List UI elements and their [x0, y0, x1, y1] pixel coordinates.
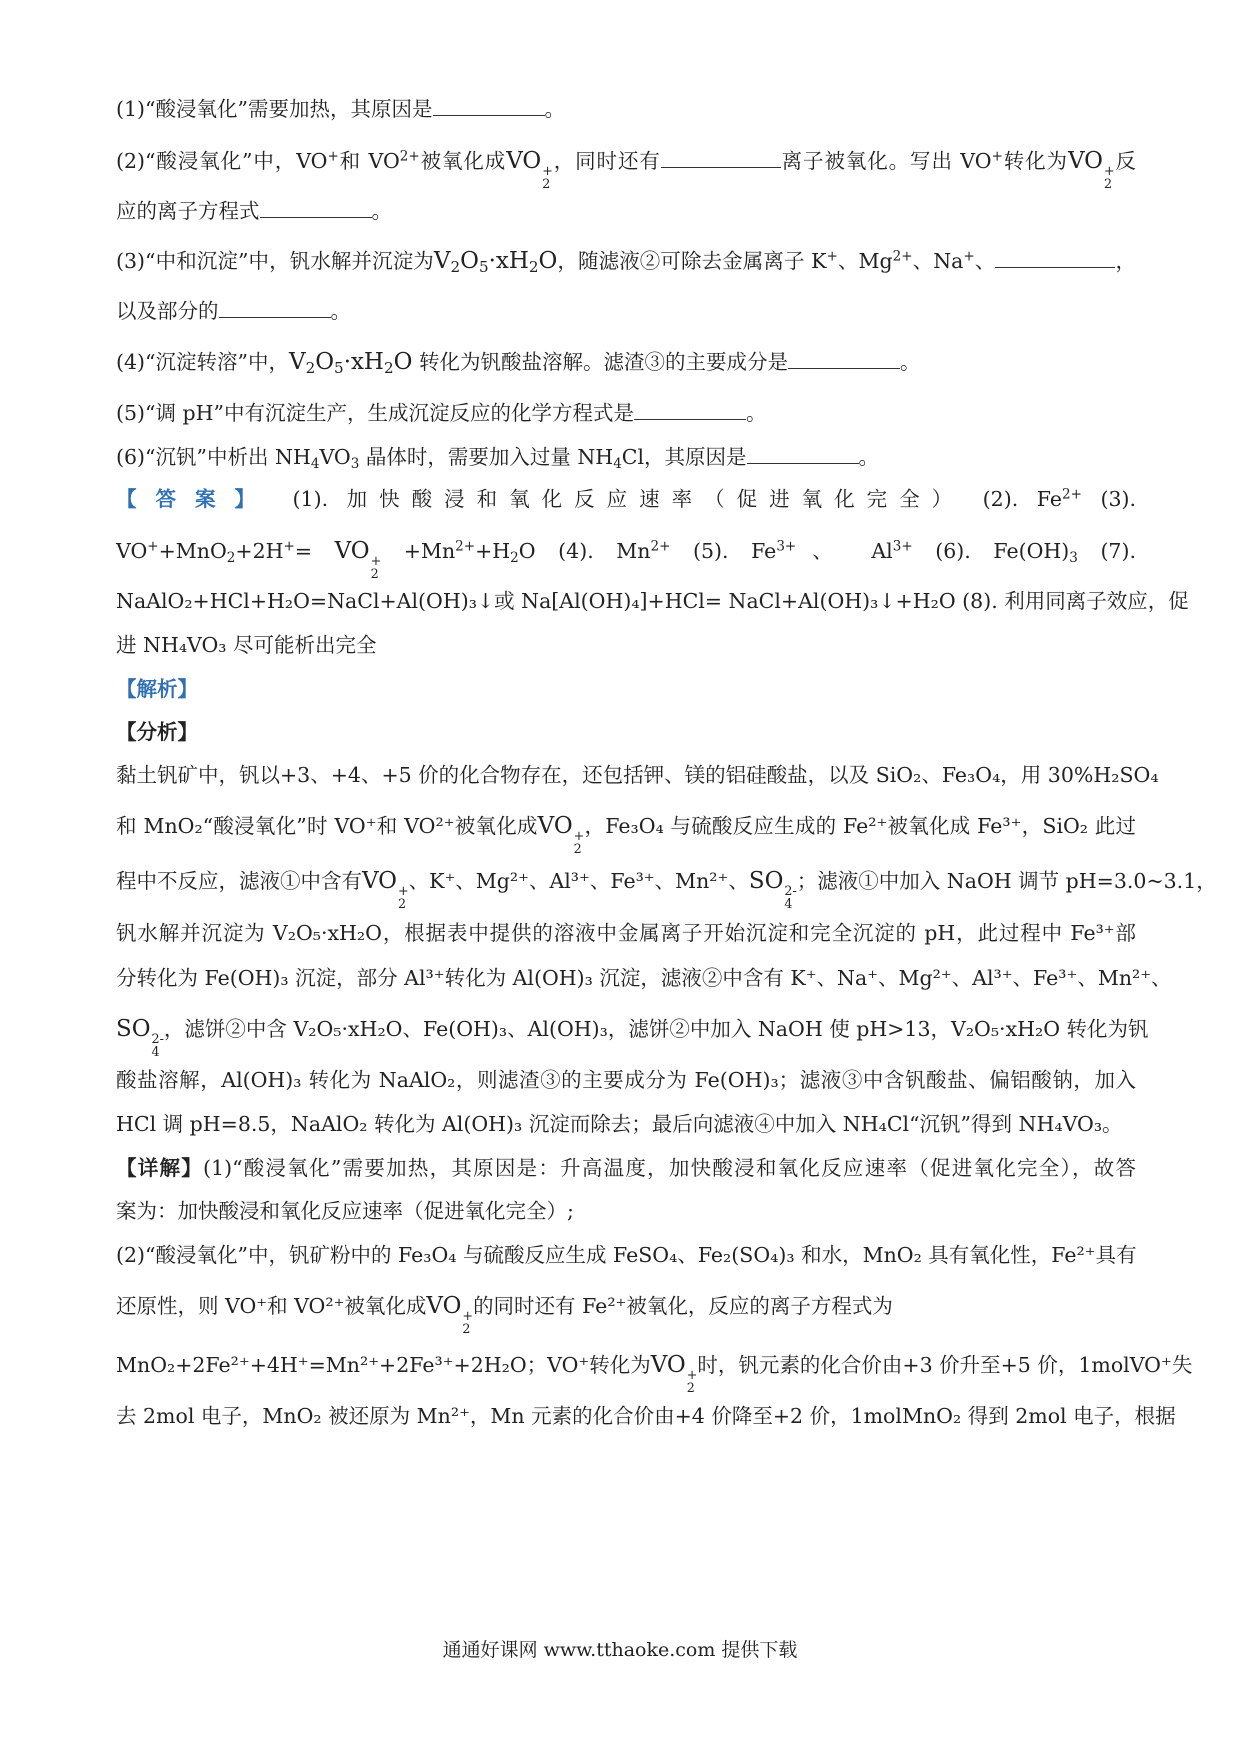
fenxi-line-6: SO 2- 4 ，滤饼②中含 V₂O₅·xH₂O、Fe(OH)₃、Al(OH)₃，滤饼②中加入 NaOH 使 pH>13，V₂O₅·xH₂O 转化为钒: [116, 1016, 1149, 1060]
fenxi-line-1: 黏土钒矿中，钒以+3、+4、+5 价的化合物存在，还包括钾、镁的铝硅酸盐，以及 SiO₂、Fe₃O₄，用 30%H₂SO₄: [116, 763, 1159, 787]
answer-blank: [634, 399, 746, 420]
question-6: (6)“沉钒”中析出 $NH_4VO_3$ 晶体时，需要加入过量 $NH_4Cl$，其原因是 。: [116, 445, 880, 472]
fenxi-line-3: 程中不反应，滤液①中含有VO + 2 、K⁺、Mg²⁺、Al³⁺、Fe³⁺、Mn²⁺、SO 2- 4 ；滤液①中加入 NaOH 调节 pH=3.0~3.1，: [116, 868, 1217, 912]
answer-line-1: 【答案】 (1). 加快酸浸和氧化反应速率（促进氧化完全） (2). $Fe^{2+}$ (3).: [116, 486, 1137, 511]
question-3: (3)“中和沉淀”中，钒水解并沉淀为$V_2O_5\cdot xH_2O$，随滤液②可除去金属离子 K+、$Mg^{2+}$、Na+、 ，: [116, 248, 1137, 277]
answer-blank: [260, 197, 372, 218]
answer-line-4: 进 NH₄VO₃ 尽可能析出完全: [116, 633, 377, 657]
question-4: (4)“沉淀转溶”中，$V_2O_5\cdot xH_2O$ 转化为钒酸盐溶解。滤渣③的主要成分是 。: [116, 349, 921, 378]
answer-blank: [433, 95, 545, 116]
answer-blank: [219, 297, 331, 318]
detail-line-4: 还原性，则 VO⁺和 VO²⁺被氧化成VO + 2 的同时还有 Fe²⁺被氧化，反应的离子方程式为: [116, 1293, 893, 1337]
answer-tag: 【答案】: [116, 487, 275, 511]
answer-blank: [747, 443, 859, 464]
question-3-line-2: 以及部分的 。: [116, 299, 351, 323]
fenxi-line-8: HCl 调 pH=8.5，NaAlO₂ 转化为 Al(OH)₃ 沉淀而除去；最后向滤液④中加入 NH₄Cl“沉钒”得到 NH₄VO₃。: [116, 1112, 1123, 1136]
detail-line-2: 案为：加快酸浸和氧化反应速率（促进氧化完全）;: [116, 1199, 574, 1223]
detail-line-6: 去 2mol 电子，MnO₂ 被还原为 Mn²⁺，Mn 元素的化合价由+4 价降至+2 价，1molMnO₂ 得到 2mol 电子，根据: [116, 1404, 1176, 1428]
fenxi-line-4: 钒水解并沉淀为 V₂O₅·xH₂O，根据表中提供的溶液中金属离子开始沉淀和完全沉淀的 pH，此过程中 Fe³⁺部: [116, 921, 1136, 945]
answer-blank: [995, 247, 1115, 268]
question-1: (1)“酸浸氧化”需要加热，其原因是 。: [116, 97, 565, 121]
fenxi-line-5: 分转化为 Fe(OH)₃ 沉淀，部分 Al³⁺转化为 Al(OH)₃ 沉淀，滤液②中含有 K⁺、Na⁺、Mg²⁺、Al³⁺、Fe³⁺、Mn²⁺、: [116, 966, 1172, 990]
fenxi-tag: 【分析】: [116, 720, 198, 744]
detail-line-5: MnO₂+2Fe²⁺+4H⁺=Mn²⁺+2Fe³⁺+2H₂O；VO⁺转化为VO + 2 时，钒元素的化合价由+3 价升至+5 价，1molVO⁺失: [116, 1352, 1193, 1396]
answer-line-2: VO++MnO$_2$+2H+= VO + 2 $+Mn^{2+}+H_2O$ (4). $Mn^{2+}$ (5). $Fe^{3+}$、 $Al^{3+}$ (6). $Fe(OH)_3$ (7).: [116, 538, 1136, 582]
fenxi-line-7: 酸盐溶解，Al(OH)₃ 转化为 NaAlO₂，则滤渣③的主要成分为 Fe(OH)₃；滤液③中含钒酸盐、偏铝酸钠，加入: [116, 1068, 1136, 1092]
question-5: (5)“调 pH”中有沉淀生产，生成沉淀反应的化学方程式是 。: [116, 401, 767, 425]
answer-blank: [661, 147, 781, 168]
page-footer: 通通好课网 www.tthaoke.com 提供下载: [442, 1639, 798, 1661]
answer-blank: [788, 348, 900, 369]
question-2: (2)“酸浸氧化”中，VO+和 $VO^{2+}$被氧化成VO + 2 ，同时还有 离子被氧化。写出 VO+转化为VO + 2 反: [116, 148, 1137, 192]
question-2-line-2: 应的离子方程式 。: [116, 199, 392, 223]
detail-line-3: (2)“酸浸氧化”中，钒矿粉中的 Fe₃O₄ 与硫酸反应生成 FeSO₄、Fe₂(SO₄)₃ 和水，MnO₂ 具有氧化性，Fe²⁺具有: [116, 1243, 1137, 1267]
detail-line-1: 【详解】(1)“酸浸氧化”需要加热，其原因是：升高温度，加快酸浸和氧化反应速率（促进氧化完全），故答: [116, 1156, 1137, 1180]
answer-line-3: NaAlO₂+HCl+H₂O=NaCl+Al(OH)₃↓或 Na[Al(OH)₄]+HCl= NaCl+Al(OH)₃↓+H₂O (8). 利用同离子效应，促: [116, 589, 1189, 613]
analysis-tag: 【解析】: [116, 677, 198, 701]
fenxi-line-2: 和 MnO₂“酸浸氧化”时 VO⁺和 VO²⁺被氧化成VO + 2 ，Fe₃O₄ 与硫酸反应生成的 Fe²⁺被氧化成 Fe³⁺，SiO₂ 此过: [116, 813, 1136, 857]
